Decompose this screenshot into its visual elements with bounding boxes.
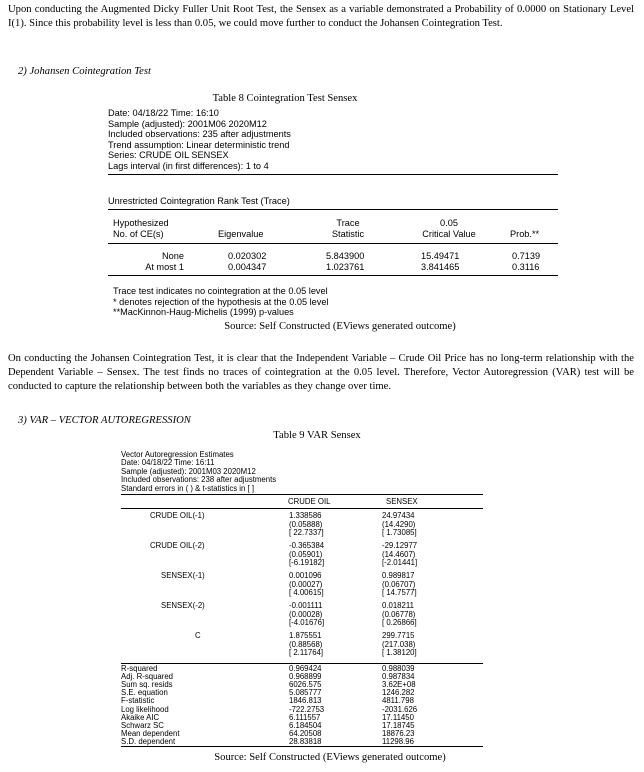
table8-col-hyp-line: No. of CE(s) [113, 228, 164, 239]
table8-row-crit: 15.49471 [421, 251, 460, 261]
table8-col-trace-line: Trace [336, 218, 360, 228]
table9-crude-oil-value: (0.00028) [289, 609, 323, 619]
table9-crude-oil-value: (0.00027) [289, 579, 323, 589]
table8-col-crit-line: Critical Value [422, 228, 476, 239]
table9-sensex-value: 0.989817 [382, 571, 415, 580]
table9-crude-oil-value: (0.88568) [289, 639, 323, 649]
table8-header-line: Lags interval (in first differences): 1 to 4 [108, 160, 269, 171]
table9-sensex-value: -29.12977 [382, 541, 418, 550]
table9-caption: Table 9 VAR Sensex [273, 430, 361, 441]
table8-divider [108, 209, 558, 210]
table9-crude-oil-value: [ 2.11764] [289, 648, 324, 658]
table8-note: **MacKinnon-Haug-Michelis (1999) p-values [113, 307, 294, 318]
table9-stat-crude-oil: 1846.813 [289, 696, 322, 706]
table8-col-hyp-line: Hypothesized [113, 218, 169, 228]
table9-crude-oil-value: 1.875551 [289, 631, 322, 640]
table9-divider [121, 508, 483, 509]
table8-row-eigen: 0.004347 [228, 262, 267, 272]
table9-stat-crude-oil: 6.111557 [289, 712, 321, 722]
table9-stat-label: Akaike AIC [121, 712, 160, 722]
table8-row-trace: 1.023761 [326, 262, 365, 272]
table8-row-trace: 5.843900 [326, 251, 365, 261]
table8-note: * denotes rejection of the hypothesis at the 0.05 level [113, 296, 329, 307]
table8-divider [108, 174, 558, 175]
section-heading-var: 3) VAR – VECTOR AUTOREGRESSION [18, 415, 191, 426]
table8-source: Source: Self Constructed (EViews generated outcome) [224, 321, 456, 332]
table9-stat-label: F-statistic [121, 696, 155, 706]
table9-header-line: Sample (adjusted): 2001M03 2020M12 [121, 466, 256, 476]
table9-row-label: SENSEX(-1) [161, 571, 205, 580]
table9-row-label: CRUDE OIL(-2) [150, 541, 205, 550]
table8-col-trace [318, 218, 378, 239]
table9-stat-crude-oil: 64.20508 [289, 728, 322, 738]
table8-notes [113, 286, 329, 318]
table9-stat-label: Log likelihood [121, 704, 169, 714]
table9-stat-crude-oil: -722.2753 [289, 704, 325, 714]
table9-stat-label: S.E. equation [121, 688, 168, 698]
table8-rank-title: Unrestricted Cointegration Rank Test (Trace) [108, 196, 290, 206]
table9-crude-oil-value: [ 4.00615] [289, 588, 324, 598]
table9-stat-crude-oil: 6026.575 [289, 680, 322, 690]
table9-sensex-value: 24.97434 [382, 511, 415, 520]
table9-stat-crude-oil: 28.83818 [289, 736, 322, 746]
table9-stat-sensex: -2031.626 [382, 704, 418, 714]
table9-stat-label: R-squared [121, 664, 158, 673]
table8-header-line: Trend assumption: Linear deterministic trend [108, 139, 290, 150]
table9-source: Source: Self Constructed (EViews generated outcome) [214, 752, 446, 763]
table9-stat-label: S.D. dependent [121, 736, 176, 746]
table9-sensex-value: [ 1.38120] [382, 648, 417, 658]
table9-stat-crude-oil: 0.968899 [289, 672, 322, 682]
table8-col-trace-line: Statistic [331, 228, 365, 239]
table8-divider [108, 275, 558, 276]
table9-stat-sensex: 1246.282 [382, 688, 415, 698]
table9-stat-label: Schwarz SC [121, 720, 164, 730]
table9-stat-sensex: 0.988039 [382, 664, 415, 673]
table8-caption: Table 8 Cointegration Test Sensex [212, 93, 358, 104]
table8-row-prob: 0.3116 [512, 262, 540, 272]
table9-header [121, 451, 276, 493]
table9-stat-label: Adj. R-squared [121, 672, 174, 682]
table8-header-line: Date: 04/18/22 Time: 16:10 [108, 108, 219, 118]
table8-row-crit: 3.841465 [421, 262, 460, 272]
table9-sensex-value: (0.06778) [382, 609, 416, 619]
table9-stat-sensex: 0.987834 [382, 672, 415, 682]
table9-sensex-value: 299.7715 [382, 631, 415, 640]
table9-stat-sensex: 11298.96 [382, 736, 414, 746]
intro-paragraph: Upon conducting the Augmented Dicky Fuller Unit Root Test, the Sensex as a variable demonstrated a Probability of 0.0000 on Stationary Level I(1). Since this probability level is less than 0.05, we could move further to conduct the Johansen Cointegration Test. [8, 4, 634, 29]
table9-sensex-value: [ 14.7577] [382, 588, 417, 598]
table9-header-line: Standard errors in ( ) & t-statistics in [ ] [121, 483, 255, 493]
table8-col-hypothesized [113, 218, 169, 239]
table9-row-label: CRUDE OIL(-1) [150, 511, 205, 520]
table9-row-label: C [195, 631, 201, 640]
table9-stat-sensex: 18876.23 [382, 728, 415, 738]
table9-crude-oil-value: (0.05888) [289, 519, 323, 529]
table9-header-line: Vector Autoregression Estimates [121, 450, 234, 459]
table8-row-eigen: 0.020302 [228, 251, 267, 261]
table9-sensex-value: (14.4607) [382, 549, 416, 559]
table8-row-hyp: None [162, 251, 184, 261]
table9-sensex-value: [ 1.73085] [382, 528, 417, 538]
table9-stat-sensex: 17.18745 [382, 720, 415, 730]
table9-crude-oil-value: (0.05901) [289, 549, 323, 559]
table9-crude-oil-value: [-4.01676] [289, 618, 325, 628]
table9-stat-crude-oil: 0.969424 [289, 664, 322, 673]
table8-header-line: Sample (adjusted): 2001M06 2020M12 [108, 118, 267, 129]
table8-col-eigenvalue: Eigenvalue [218, 229, 264, 239]
table8-divider [108, 243, 558, 244]
table8-col-crit-line: 0.05 [440, 218, 458, 228]
table9-divider [121, 746, 483, 747]
table8-col-critical [404, 218, 494, 239]
table9-crude-oil-value: -0.001111 [289, 601, 323, 610]
table9-header-line: Included observations: 238 after adjustments [121, 475, 277, 485]
table9-col-crude-oil: CRUDE OIL [288, 497, 331, 506]
table8-header-line: Included observations: 235 after adjustments [108, 129, 291, 140]
table9-divider [121, 494, 483, 495]
table9-sensex-value: (0.06707) [382, 579, 416, 589]
table9-stat-sensex: 3.62E+08 [382, 680, 416, 690]
table9-sensex-value: (14.4290) [382, 519, 416, 529]
table9-stat-crude-oil: 5.085777 [289, 688, 322, 698]
table9-sensex-value: [-2.01441] [382, 558, 418, 568]
table8-header [108, 108, 291, 172]
table9-stat-sensex: 17.11450 [382, 712, 414, 722]
table9-stat-label: Sum sq. resids [121, 680, 173, 690]
middle-paragraph: On conducting the Johansen Cointegration Test, it is clear that the Independent Variable – Crude Oil Price has no long-term relationship with the Dependent Variable – Sensex. The test finds no traces of cointegration at the 0.05 level. Therefore, Vector Autoregression (VAR) test will be conducted to capture the relationship between both the variables as they change over time. [8, 353, 634, 392]
table8-note: Trace test indicates no cointegration at the 0.05 level [113, 286, 328, 296]
table9-sensex-value: (217.038) [382, 639, 416, 649]
table9-stat-label: Mean dependent [121, 728, 180, 738]
table8-row-prob: 0.7139 [512, 251, 541, 261]
table8-row-hyp: At most 1 [145, 262, 184, 272]
table9-stat-sensex: 4811.798 [382, 696, 414, 706]
table9-sensex-value: [ 0.26866] [382, 618, 417, 628]
table9-crude-oil-value: [ 22.7337] [289, 528, 324, 538]
table9-crude-oil-value: -0.365384 [289, 541, 325, 550]
table9-row-label: SENSEX(-2) [161, 601, 205, 610]
table8-col-prob: Prob.** [510, 229, 540, 239]
table9-header-line: Date: 04/18/22 Time: 16:11 [121, 458, 215, 468]
table9-crude-oil-value: 0.001096 [289, 571, 322, 580]
table9-stat-crude-oil: 6.184504 [289, 720, 322, 730]
table8-header-line: Series: CRUDE OIL SENSEX [108, 150, 229, 161]
table9-crude-oil-value: 1.338586 [289, 511, 322, 520]
table9-sensex-value: 0.018211 [382, 601, 414, 610]
table9-crude-oil-value: [-6.19182] [289, 558, 325, 568]
section-heading-johansen: 2) Johansen Cointegration Test [18, 66, 151, 77]
table9-col-sensex: SENSEX [386, 497, 418, 506]
